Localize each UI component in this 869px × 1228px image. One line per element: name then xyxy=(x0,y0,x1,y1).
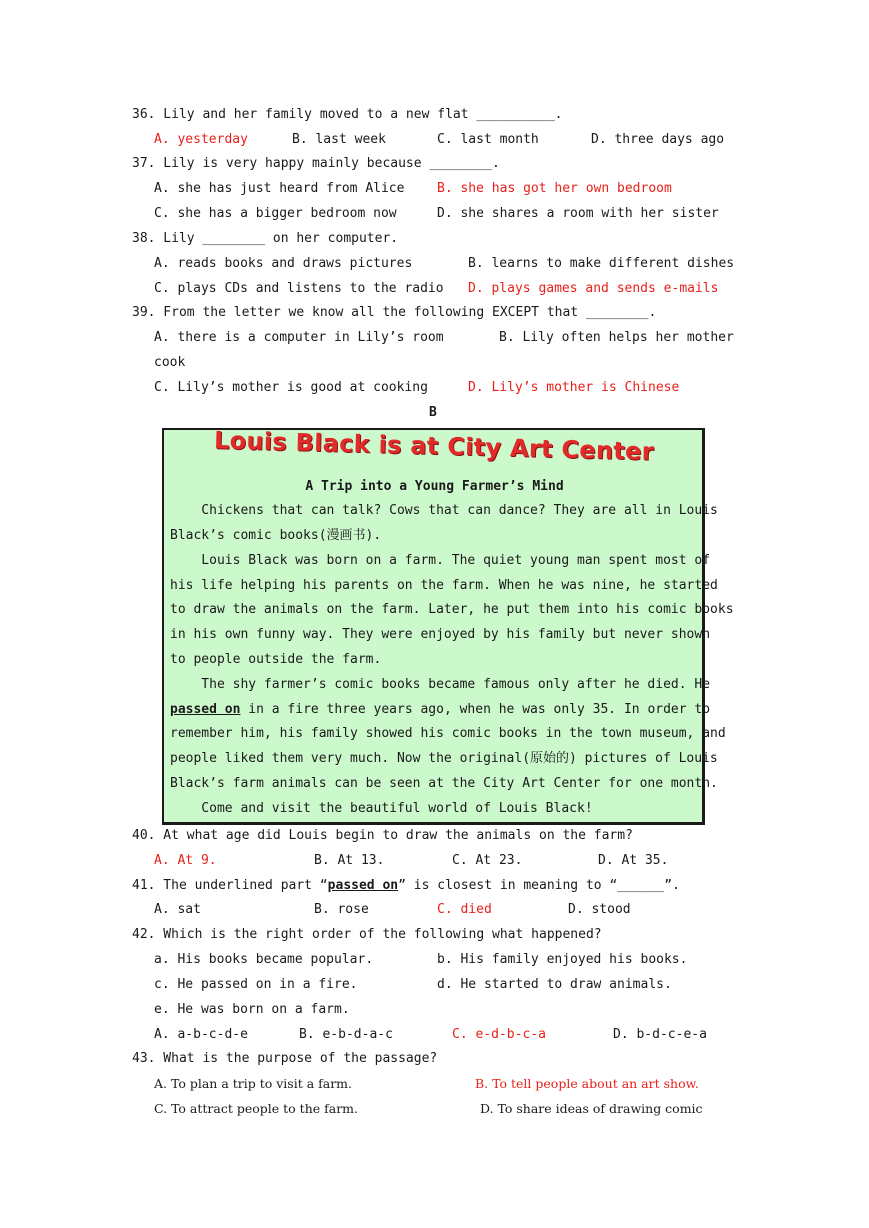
q41-option-c: C. died xyxy=(437,902,492,917)
q42-event-a: a. His books became popular. xyxy=(154,952,374,967)
q38-option-a: A. reads books and draws pictures xyxy=(154,256,413,271)
q42-option-b: B. e-b-d-a-c xyxy=(299,1027,393,1042)
q37-stem: 37. Lily is very happy mainly because ________. xyxy=(132,156,500,171)
q37-option-d: D. she shares a room with her sister xyxy=(437,206,719,221)
q39-option-b: B. Lily often helps her mother xyxy=(499,330,734,345)
passage-line: his life helping his parents on the farm. When he was nine, he started xyxy=(170,578,718,593)
q43-stem: 43. What is the purpose of the passage? xyxy=(132,1051,438,1066)
q39-option-a: A. there is a computer in Lily’s room xyxy=(154,330,444,345)
q38-option-b: B. learns to make different dishes xyxy=(468,256,735,271)
q41-option-a: A. sat xyxy=(154,902,201,917)
section-b-heading: B xyxy=(429,405,437,420)
q39-option-d: D. Lily’s mother is Chinese xyxy=(468,380,680,395)
q37-option-c: C. she has a bigger bedroom now xyxy=(154,206,397,221)
q42-option-d: D. b-d-c-e-a xyxy=(613,1027,707,1042)
q42-option-c: C. e-d-b-c-a xyxy=(452,1027,546,1042)
q37-option-b: B. she has got her own bedroom xyxy=(437,181,672,196)
passage-line: people liked them very much. Now the original(原始的) pictures of Louis xyxy=(170,751,718,766)
q42-stem: 42. Which is the right order of the following what happened? xyxy=(132,927,602,942)
passage-line: to draw the animals on the farm. Later, he put them into his comic books xyxy=(170,602,734,617)
q36-option-c: C. last month xyxy=(437,132,539,147)
q43-option-b: B. To tell people about an art show. xyxy=(475,1076,699,1091)
q42-event-e: e. He was born on a farm. xyxy=(154,1002,350,1017)
passage-line: remember him, his family showed his comic books in the town museum, and xyxy=(170,726,726,741)
q36-option-a: A. yesterday xyxy=(154,132,248,147)
q42-event-d: d. He started to draw animals. xyxy=(437,977,672,992)
q36-option-b: B. last week xyxy=(292,132,386,147)
q39-stem: 39. From the letter we know all the following EXCEPT that ________. xyxy=(132,305,657,320)
q41-option-d: D. stood xyxy=(568,902,631,917)
q40-option-c: C. At 23. xyxy=(452,853,523,868)
q43-option-a: A. To plan a trip to visit a farm. xyxy=(154,1076,353,1091)
passage-line xyxy=(170,701,710,719)
q42-event-c: c. He passed on in a fire. xyxy=(154,977,358,992)
q38-option-d: D. plays games and sends e-mails xyxy=(468,281,719,296)
q41-option-b: B. rose xyxy=(314,902,369,917)
passage-line: Come and visit the beautiful world of Louis Black! xyxy=(170,801,593,816)
q38-stem: 38. Lily ________ on her computer. xyxy=(132,231,399,246)
q39-option-b-continued: cook xyxy=(154,355,186,370)
q43-option-d: D. To share ideas of drawing comic xyxy=(480,1101,703,1116)
passage-line-rest: in a fire three years ago, when he was only 35. In order to xyxy=(240,702,711,717)
passage-banner: Louis Black is at City Art Center xyxy=(213,426,654,466)
q41-stem: 41. The underlined part “passed on” is closest in meaning to “______”. xyxy=(132,878,680,893)
q36-option-d: D. three days ago xyxy=(591,132,725,147)
passage-line: Chickens that can talk? Cows that can dance? They are all in Louis xyxy=(170,503,718,518)
q40-option-b: B. At 13. xyxy=(314,853,385,868)
passage-line: Louis Black was born on a farm. The quiet young man spent most of xyxy=(170,553,711,568)
passage-line: in his own funny way. They were enjoyed by his family but never shown xyxy=(170,627,711,642)
q37-option-a: A. she has just heard from Alice xyxy=(154,181,405,196)
q42-option-a: A. a-b-c-d-e xyxy=(154,1027,248,1042)
q40-option-a: A. At 9. xyxy=(154,853,217,868)
q36-stem: 36. Lily and her family moved to a new flat __________. xyxy=(132,107,563,122)
q38-option-c: C. plays CDs and listens to the radio xyxy=(154,281,444,296)
q40-option-d: D. At 35. xyxy=(598,853,669,868)
q39-option-c: C. Lily’s mother is good at cooking xyxy=(154,380,428,395)
passage-line: The shy farmer’s comic books became famous only after he died. He xyxy=(170,677,711,692)
q42-event-b: b. His family enjoyed his books. xyxy=(437,952,688,967)
q43-option-c: C. To attract people to the farm. xyxy=(154,1101,358,1116)
passage-line: Black’s farm animals can be seen at the City Art Center for one month. xyxy=(170,776,718,791)
passage-line: Black’s comic books(漫画书). xyxy=(170,528,382,543)
passage-line: to people outside the farm. xyxy=(170,652,382,667)
underlined-phrase: passed on xyxy=(170,702,241,717)
underlined-phrase: passed on xyxy=(327,878,399,893)
q40-stem: 40. At what age did Louis begin to draw the animals on the farm? xyxy=(132,828,633,843)
passage-subtitle: A Trip into a Young Farmer’s Mind xyxy=(305,479,564,494)
